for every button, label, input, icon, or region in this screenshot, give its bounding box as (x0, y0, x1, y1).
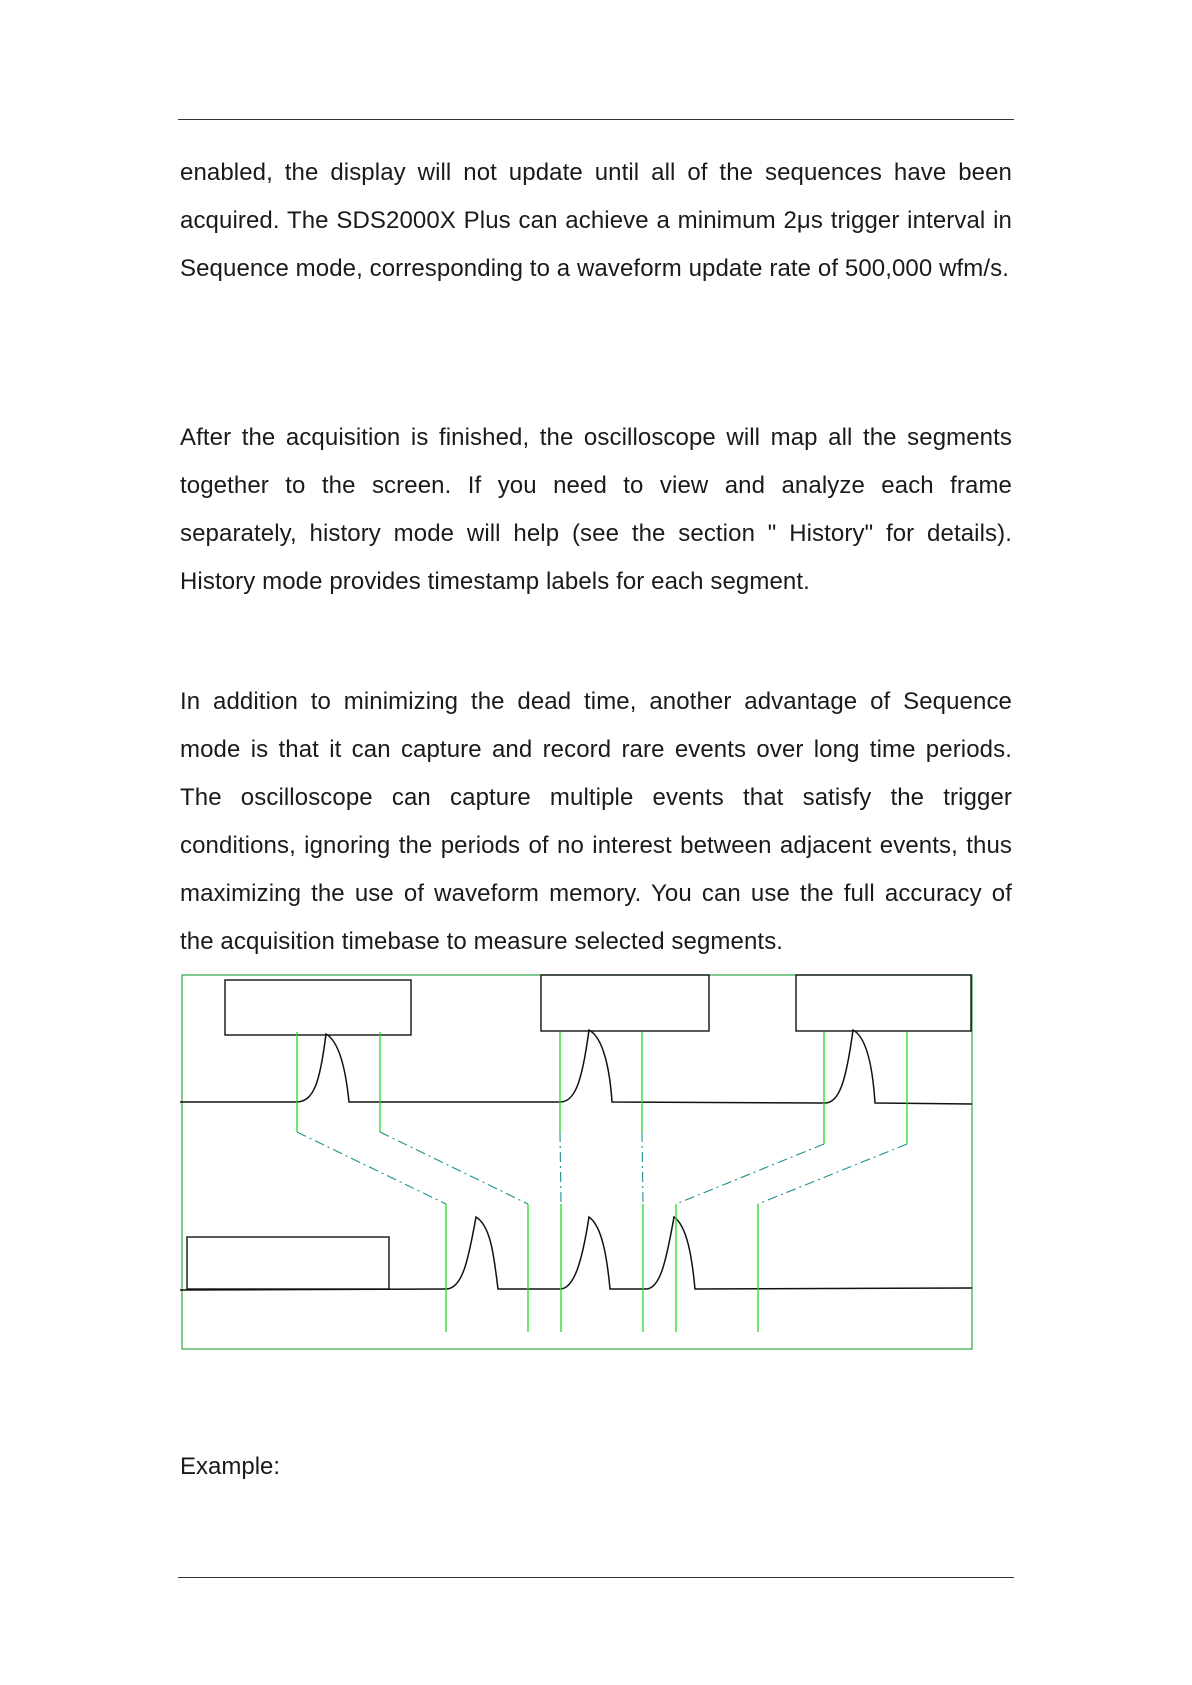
footer-rule (178, 1577, 1014, 1578)
header-rule (178, 119, 1014, 120)
top-label-box-2 (541, 975, 709, 1031)
projection-2a (560, 1132, 561, 1204)
projection-1a (297, 1132, 446, 1204)
sequence-mode-diagram (180, 972, 975, 1352)
top-label-box-1 (225, 980, 411, 1035)
projection-3a (676, 1144, 824, 1204)
projection-2b (642, 1132, 643, 1204)
projection-1b (380, 1132, 528, 1204)
top-waveform (180, 1030, 972, 1104)
bottom-label-box (187, 1237, 389, 1289)
top-label-box-3 (796, 975, 971, 1031)
bottom-waveform (180, 1217, 972, 1290)
example-label: Example: (180, 1453, 281, 1480)
paragraph-rare-events: In addition to minimizing the dead time, another advantage of Sequence mode is that it can capture and record rare events over long time periods. The oscilloscope can capture multiple events that satisfy the trigger conditions, ignoring the periods of no interest between adjacent events, thus maximizing the use of waveform memory. You can use the full accuracy of the acquisition timebase to measure selected segments. (180, 688, 1012, 955)
projection-3b (758, 1144, 907, 1204)
paragraph-sequence-update-rate: enabled, the display will not update until all of the sequences have been acquired. The SDS2000X Plus can achieve a minimum 2μs trigger interval in Sequence mode, corresponding to a waveform update rate of 500,000 wfm/s. (180, 159, 1012, 282)
paragraph-history-mode: After the acquisition is finished, the oscilloscope will map all the segments together to the screen. If you need to view and analyze each frame separately, history mode will help (see the section " History" for details). History mode provides timestamp labels for each segment. (180, 424, 1012, 595)
